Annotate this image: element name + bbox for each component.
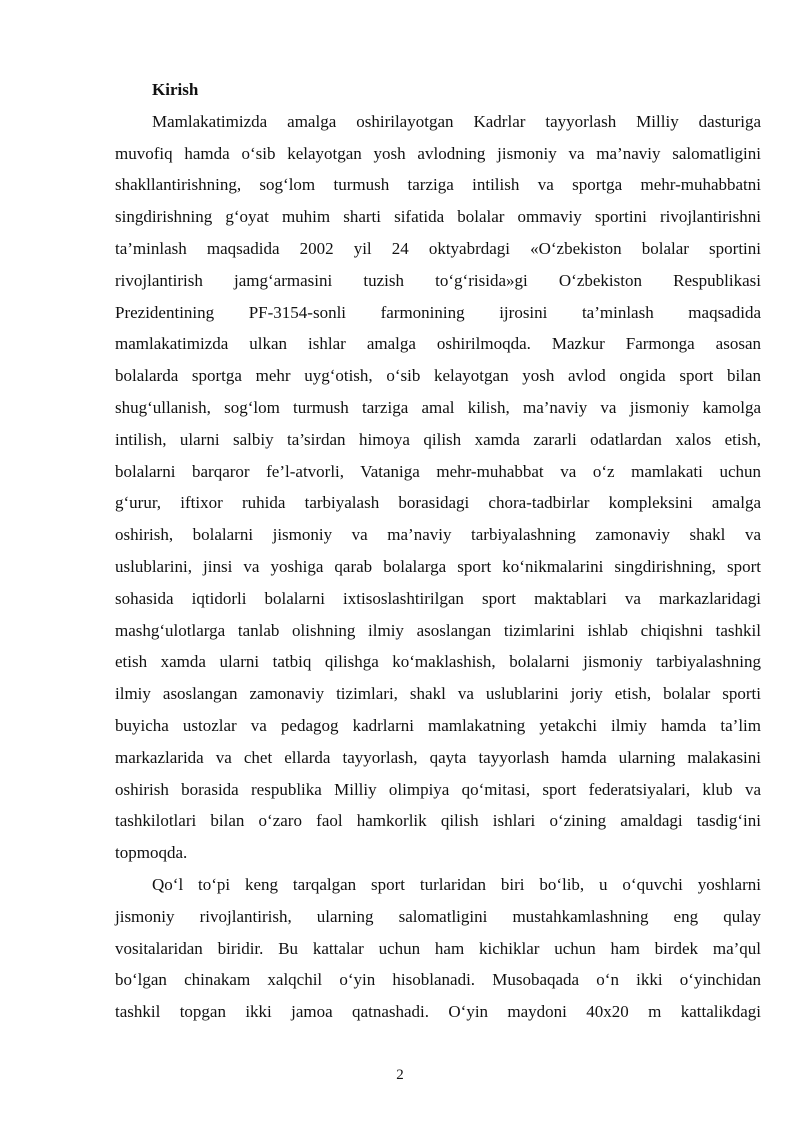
text-line: mamlakatimizda ulkan ishlar amalga oshirilmoqda. Mazkur Farmonga asosan xyxy=(115,334,761,354)
text-line: etish xamda ularni tatbiq qilishga ko‘maklashish, bolalarni jismoniy tarbiyalashning xyxy=(115,652,761,672)
text-line: shakllantirishning, sog‘lom turmush tarziga intilish va sportga mehr-muhabbatni xyxy=(115,175,761,195)
text-line: Qo‘l to‘pi keng tarqalgan sport turlaridan biri bo‘lib, u o‘quvchi yoshlarni xyxy=(152,874,761,894)
text-line: singdirishning g‘oyat muhim sharti sifatida bolalar ommaviy sportini rivojlantirishni xyxy=(115,207,761,227)
text-line: g‘urur, iftixor ruhida tarbiyalash borasidagi chora-tadbirlar kompleksini amalga xyxy=(115,493,761,513)
text-line: tashkilotlari bilan o‘zaro faol hamkorlik qilish ishlari o‘zining amaldagi tasdig‘ini xyxy=(115,811,761,831)
text-line: sohasida iqtidorli bolalarni ixtisoslashtirilgan sport maktablari va markazlaridagi xyxy=(115,588,761,608)
text-line: rivojlantirish jamg‘armasini tuzish to‘g‘risida»gi O‘zbekiston Respublikasi xyxy=(115,270,761,290)
text-line: bolalarni barqaror fe’l-atvorli, Vataniga mehr-muhabbat va o‘z mamlakati uchun xyxy=(115,461,761,481)
text-line: bo‘lgan chinakam xalqchil o‘yin hisoblanadi. Musobaqada o‘n ikki o‘yinchidan xyxy=(115,970,761,990)
text-line: muvofiq hamda o‘sib kelayotgan yosh avlodning jismoniy va ma’naviy salomatligini xyxy=(115,143,761,163)
text-line: Mamlakatimizda amalga oshirilayotgan Kadrlar tayyorlash Milliy dasturiga xyxy=(152,111,761,131)
text-line: Prezidentining PF-3154-sonli farmonining ijrosini ta’minlash maqsadida xyxy=(115,302,761,322)
page-number: 2 xyxy=(396,1067,404,1083)
text-line: topmoqda. xyxy=(115,843,188,863)
page-body xyxy=(115,74,761,1028)
text-line: intilish, ularni salbiy ta’sirdan himoya qilish xamda zararli odatlardan xalos etish, xyxy=(115,429,761,449)
paragraph-introduction xyxy=(115,106,761,869)
text-line: oshirish, bolalarni jismoniy va ma’naviy tarbiyalashning zamonaviy shakl va xyxy=(115,525,761,545)
text-line: uslublarini, jinsi va yoshiga qarab bolalarga sport ko‘nikmalarini singdirishning, sport xyxy=(115,556,761,576)
text-line: bolalarda sportga mehr uyg‘otish, o‘sib kelayotgan yosh avlod ongida sport bilan xyxy=(115,366,761,386)
text-line: markazlarida va chet ellarda tayyorlash, qayta tayyorlash hamda ularning malakasini xyxy=(115,747,761,767)
section-heading: Kirish xyxy=(152,80,199,99)
text-line: oshirish borasida respublika Milliy olimpiya qo‘mitasi, sport federatsiyalari, klub va xyxy=(115,779,761,799)
text-line: tashkil topgan ikki jamoa qatnashadi. O‘yin maydoni 40x20 m kattalikdagi xyxy=(115,1002,761,1022)
text-line: ta’minlash maqsadida 2002 yil 24 oktyabrdagi «O‘zbekiston bolalar sportini xyxy=(115,238,761,258)
text-line: mashg‘ulotlarga tanlab olishning ilmiy asoslangan tizimlarini ishlab chiqishni tashkil xyxy=(115,620,761,640)
text-line: ilmiy asoslangan zamonaviy tizimlari, shakl va uslublarini joriy etish, bolalar sporti xyxy=(115,684,761,704)
text-line: jismoniy rivojlantirish, ularning salomatligini mustahkamlashning eng qulay xyxy=(115,906,761,926)
paragraph-handball xyxy=(115,869,761,1028)
text-line: buyicha ustozlar va pedagog kadrlarni mamlakatning yetakchi ilmiy hamda ta’lim xyxy=(115,715,761,735)
text-line: shug‘ullanish, sog‘lom turmush tarziga amal kilish, ma’naviy va jismoniy kamolga xyxy=(115,397,761,417)
text-line: vositalaridan biridir. Bu kattalar uchun ham kichiklar uchun ham birdek ma’qul xyxy=(115,938,761,958)
